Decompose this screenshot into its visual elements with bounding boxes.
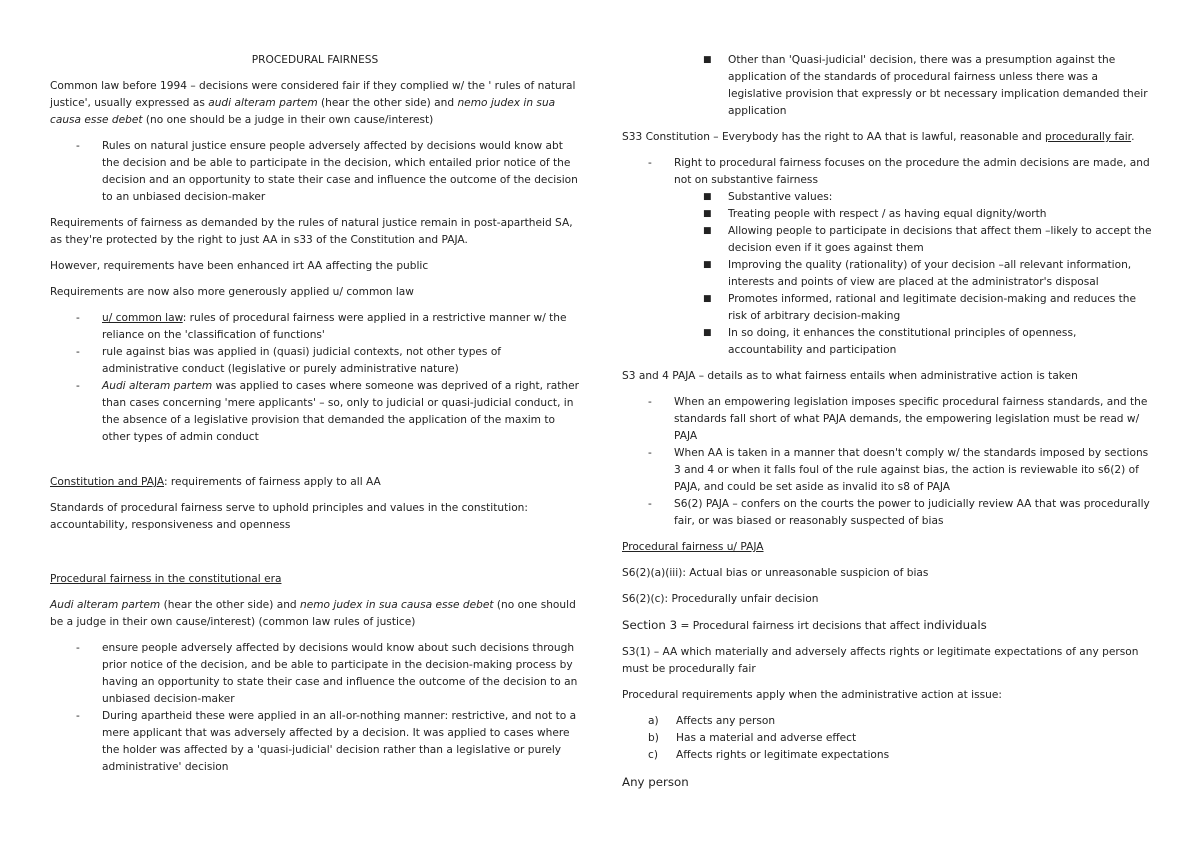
list-item: - When AA is taken in a manner that doesn't comply w/ the standards imposed by sections 3 and 4 or when it falls foul of the rule against bias, the action is reviewable ito s6(2) of PAJA, and could be set aside as invalid ito s8 of PAJA <box>648 447 1149 493</box>
subheading-any-person: Any person <box>622 775 689 789</box>
list-item: - Rules on natural justice ensure people adversely affected by decisions would know abt the decision and be able to participate in the decision, which entailed prior notice of the decision and an opportunity to state their case and influence the outcome of the decision to an unbiased decision-maker <box>76 140 578 203</box>
dash-bullet: - <box>76 140 80 152</box>
dash-bullet: - <box>76 346 80 358</box>
square-bullet: ■ <box>703 192 712 202</box>
square-bullet: ■ <box>703 55 712 65</box>
list-item: - rule against bias was applied in (quasi) judicial contexts, not other types of administrative conduct (legislative or purely administrative nature) <box>76 346 502 375</box>
dash-bullet: - <box>648 447 652 459</box>
square-bullet: ■ <box>703 294 712 304</box>
list-item: - Audi alteram partem was applied to cases where someone was deprived of a right, rather than cases concerning 'mere applicants' – so, only to judicial or quasi-judicial conduct, in the absence of a legislative provision that demanded the application of the maxim to other types of admin conduct <box>76 380 579 443</box>
paragraph-standards: Standards of procedural fairness serve to uphold principles and values in the constitution: accountability, responsiveness and openness <box>50 502 528 531</box>
list-item: - S6(2) PAJA – confers on the courts the power to judicially review AA that was procedurally fair, or was biased or reasonably suspected of bias <box>648 498 1150 527</box>
square-bullet: ■ <box>703 209 712 219</box>
list-item: - u/ common law: rules of procedural fairness were applied in a restrictive manner w/ the reliance on the 'classification of functions' <box>76 312 567 341</box>
sub-list-item: ■ Other than 'Quasi-judicial' decision, there was a presumption against the application of the standards of procedural fairness unless there was a legislative provision that expressly or bt necessary implication demanded their application <box>703 54 1148 117</box>
dash-bullet: - <box>648 396 652 408</box>
paragraph-audi: Audi alteram partem (hear the other side) and nemo judex in sua causa esse debet (no one should be a judge in their own cause/interest) (common law rules of justice) <box>50 599 576 628</box>
dash-bullet: - <box>648 157 652 169</box>
square-bullet: ■ <box>703 260 712 270</box>
list-item: - Right to procedural fairness focuses on the procedure the admin decisions are made, and not on substantive fairness <box>648 157 1150 186</box>
dash-bullet: - <box>648 498 652 510</box>
square-bullet: ■ <box>703 226 712 236</box>
sub-list-item: ■ In so doing, it enhances the constitutional principles of openness, accountability and participation <box>703 327 1077 356</box>
paragraph-s3-1: S3(1) – AA which materially and adversely affects rights or legitimate expectations of any person must be procedurally fair <box>622 646 1139 675</box>
dash-bullet: - <box>76 312 80 324</box>
sub-list-item: ■ Allowing people to participate in decisions that affect them –likely to accept the decision even if it goes against them <box>703 225 1152 254</box>
left-column <box>50 0 580 776</box>
list-item: - When an empowering legislation imposes specific procedural fairness standards, and the standards fall short of what PAJA demands, the empowering legislation must be read w/ PAJA <box>648 396 1148 442</box>
section-heading: Procedural fairness u/ PAJA <box>622 541 764 553</box>
sub-list-item: ■ Treating people with respect / as having equal dignity/worth <box>622 206 1154 223</box>
paragraph-common-law: Common law before 1994 – decisions were considered fair if they complied w/ the ' rules of natural justice', usually expressed as audi alteram partem (hear the other side) and nemo judex in sua causa esse debet (no one should be a judge in their own cause/interest) <box>50 80 576 126</box>
lettered-item: b) Has a material and adverse effect <box>648 732 857 744</box>
paragraph-s6c: S6(2)(c): Procedurally unfair decision <box>622 593 819 605</box>
paragraph-section-3: Section 3 = Procedural fairness irt decisions that affect individuals <box>622 618 987 632</box>
paragraph-s33: S33 Constitution – Everybody has the right to AA that is lawful, reasonable and procedurally fair. <box>622 131 1135 143</box>
sub-list-item: ■ Improving the quality (rationality) of your decision –all relevant information, interests and points of view are placed at the administrator's disposal <box>703 259 1132 288</box>
sub-list-item: ■ Substantive values: <box>622 189 1154 206</box>
sub-list-item: ■ Promotes informed, rational and legitimate decision-making and reduces the risk of arbitrary decision-making <box>703 293 1136 322</box>
paragraph-s6a: S6(2)(a)(iii): Actual bias or unreasonable suspicion of bias <box>622 567 929 579</box>
list-item: - ensure people adversely affected by decisions would know about such decisions through prior notice of the decision, and be able to participate in the decision-making process by having an opportunity to state their case and influence the outcome of the decision to an unbiased decision-maker <box>76 642 578 705</box>
list-item: - During apartheid these were applied in an all-or-nothing manner: restrictive, and not to a mere applicant that was adversely affected by a decision. It was applied to cases where the holder was affected by a 'quasi-judicial' decision rather than a legislative or purely administrative' decision <box>76 710 577 773</box>
section-heading: Procedural fairness in the constitutional era <box>50 573 282 585</box>
dash-bullet: - <box>76 642 80 654</box>
paragraph-requirements-apply: Procedural requirements apply when the administrative action at issue: <box>622 689 1002 701</box>
paragraph-generously: Requirements are now also more generously applied u/ common law <box>50 286 414 298</box>
dash-bullet: - <box>76 710 80 722</box>
paragraph-requirements: Requirements of fairness as demanded by the rules of natural justice remain in post-apartheid SA, as they're protected by the right to just AA in s33 of the Constitution and PAJA. <box>50 217 573 246</box>
paragraph-enhanced: However, requirements have been enhanced irt AA affecting the public <box>50 260 429 272</box>
dash-bullet: - <box>76 380 80 392</box>
lettered-item: c) Affects rights or legitimate expectations <box>648 749 890 761</box>
paragraph-constitution-paja: Constitution and PAJA: requirements of fairness apply to all AA <box>50 476 381 488</box>
right-column <box>622 0 1154 791</box>
page-title: PROCEDURAL FAIRNESS <box>251 54 379 66</box>
paragraph-s3-and-4: S3 and 4 PAJA – details as to what fairness entails when administrative action is taken <box>622 370 1078 382</box>
square-bullet: ■ <box>703 328 712 338</box>
lettered-item: a) Affects any person <box>648 715 776 727</box>
